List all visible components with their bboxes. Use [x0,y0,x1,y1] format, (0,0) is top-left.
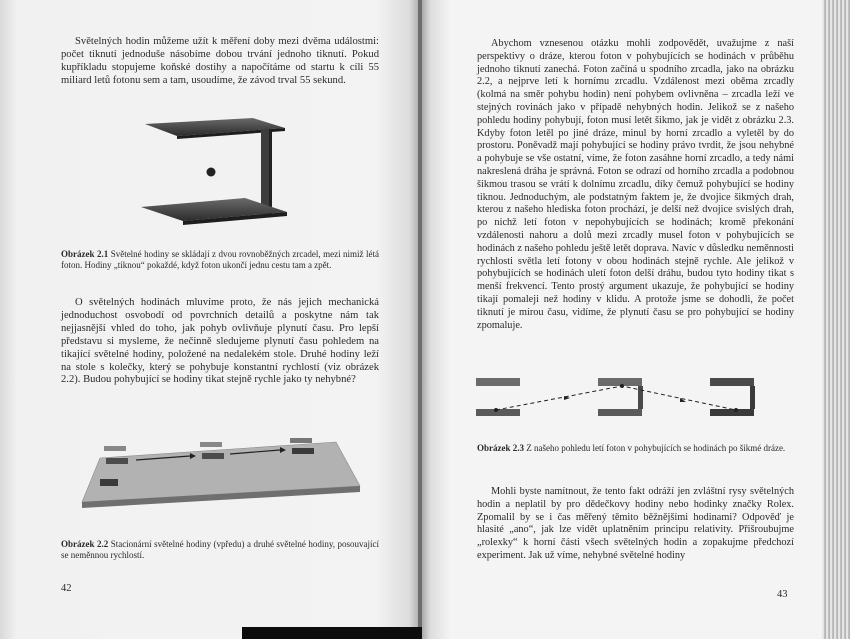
left-paragraph-2 [61,297,379,387]
photon-path [496,386,736,410]
figure-2-2-caption-text: Stacionární světelné hodiny (vpředu) a druhé světelné hodiny, posouvající se neměnnou rychlostí. [61,539,379,560]
left-paragraph-1 [61,36,379,88]
figure-2-1-caption-text: Světelné hodiny se skládají z dvou rovnoběžných zrcadel, mezi nimiž létá foton. Hodiny „tiknou“ pokaždé, když foton ukončí jednu cestu tam a zpět. [61,249,379,270]
mirror-top-3 [710,378,754,386]
mirror-bottom-2 [598,409,642,416]
left-page [0,0,418,639]
photon [207,168,216,177]
left-paragraph-1-text: Světelných hodin můžeme užít k měření doby mezi dvěma událostmi: počet tiknutí jednoduše násobíme dobou trvání jednoho tiknutí. Pokud kupříkladu stopujeme koňské dostihy a napočítáme od startu k cíli 55 miliard letů fotonu sem a tam, usoudíme, že závod trval 55 sekund. [61,36,379,86]
right-paragraph-2 [477,486,794,563]
figure-2-3-caption-text: Z našeho pohledu letí foton v pohybujících se hodinách po šikmé dráze. [526,443,786,453]
right-paragraph-2-text: Mohli byste namítnout, že tento fakt odráží jen zvláštní rysy světelných hodin a neplatil by pro dědečkovy hodiny nebo hodinky značky Rolex. Zpomalil by se i čas měřený těmito běžnějšími hodinami? Odpověď je hlasité „ano“, jak lze vidět uplatněním principu relativity. Přišroubujme „rolexky“ k horní části všech světelných hodin a zopakujme předchozí experiment. Jak už víme, nehybné světelné hodiny [477,486,794,561]
figure-2-1-light-clock [135,112,295,236]
figure-2-1-caption [61,249,379,271]
right-paragraph-1 [477,38,794,332]
page-edges [822,0,850,639]
left-page-number: 42 [61,583,72,594]
mirror-top-2 [598,378,642,386]
figure-2-2-label: Obrázek 2.2 [61,539,109,549]
mirror-bottom-3 [710,409,754,416]
stationary-clock-top [104,446,126,451]
right-page-number: 43 [777,589,788,600]
front-clock [100,479,118,486]
figure-2-2-caption [61,539,379,561]
figure-2-2-moving-clock [78,436,364,516]
right-paragraph-1-text: Abychom vznesenou otázku mohli zodpovědět, uvažujme z naší perspektivy o dráze, kterou foton v pohybujících se hodinách v průběhu jednoho tiknutí zanechá. Foton začíná u spodního zrcadla, jako na obrázku 2.2, a nejprve letí k hornímu zrcadlu. Vzdálenost mezi oběma zrcadly (kolmá na směr pohybu hodin) není pohybem ovlivněna – zrcadla leží ve stejných rovinách jako v případě nehybných hodin. Jelikož se z našeho pohledu hodiny pohybují, foton musí letět šikmo, jak je vidět z obrázku 2.3. Kdyby foton letěl po jiné dráze, minul by horní zrcadlo a vyletěl by do prostoru. Poněvadž mají pohybující se hodiny právo tvrdit, že jsou nehybné a pohybuje se vše ostatní, víme, že foton zasáhne horní zrcadlo, a tedy námi nakreslená dráha je správná. Foton se odrazí od horního zrcadla a podobnou šikmou trasou se vrátí k dolnímu zrcadlu, díky čemuž pohybující se hodiny tiknou. Jednoduchým, ale podstatným faktem je, že dvojice šikmých drah, kterou z našeho hlediska foton prochází, je delší než dvojice svislých drah, po nichž letí foton v nepohybujících se hodinách; kromě překonání vzdálenosti nahoru a dolů mezi zrcadly musel foton v pohybujících se hodinách z našeho pohledu ještě letět doprava. Navíc v důsledku neměnnosti rychlosti světla letí fotony v obou hodinách stejně rychle. Ale jelikož v pohybujících se hodinách uletí foton delší dráhu, budou tyto hodiny tikat s menší frekvencí. Tento prostý argument ukazuje, že pohybující se hodiny tikají pomaleji než hodiny v klidu. A protože jsme se dohodli, že počet tiknutí je mírou času, vidíme, že plynutí času se pro pohybující se hodiny zpomaluje. [477,38,794,331]
figure-2-1-label: Obrázek 2.1 [61,249,109,259]
scan-edge [242,627,422,639]
figure-2-3-diagonal-path [474,372,774,424]
figure-2-3-caption [477,443,794,454]
left-paragraph-2-text: O světelných hodinách mluvíme proto, že nás jejich mechanická jednoduchost osvobodí od povrchních detailů a poskytne nám tak nejjasnější vhled do toho, jak pohyb ovlivňuje plynutí času. Pro lepší představu si mysleme, že nečinně sledujeme plynutí času pohledem na tikající světelné hodiny, položené na nedalekém stole. Druhé hodiny leží na stole s kolečky, který se pohybuje konstantní rychlostí (viz obrázek 2.2). Budou pohybující se hodiny tikat stejně rychle jako ty nehybné? [61,297,379,386]
right-page [422,0,822,639]
mirror-top-1 [476,378,520,386]
figure-2-3-label: Obrázek 2.3 [477,443,524,453]
